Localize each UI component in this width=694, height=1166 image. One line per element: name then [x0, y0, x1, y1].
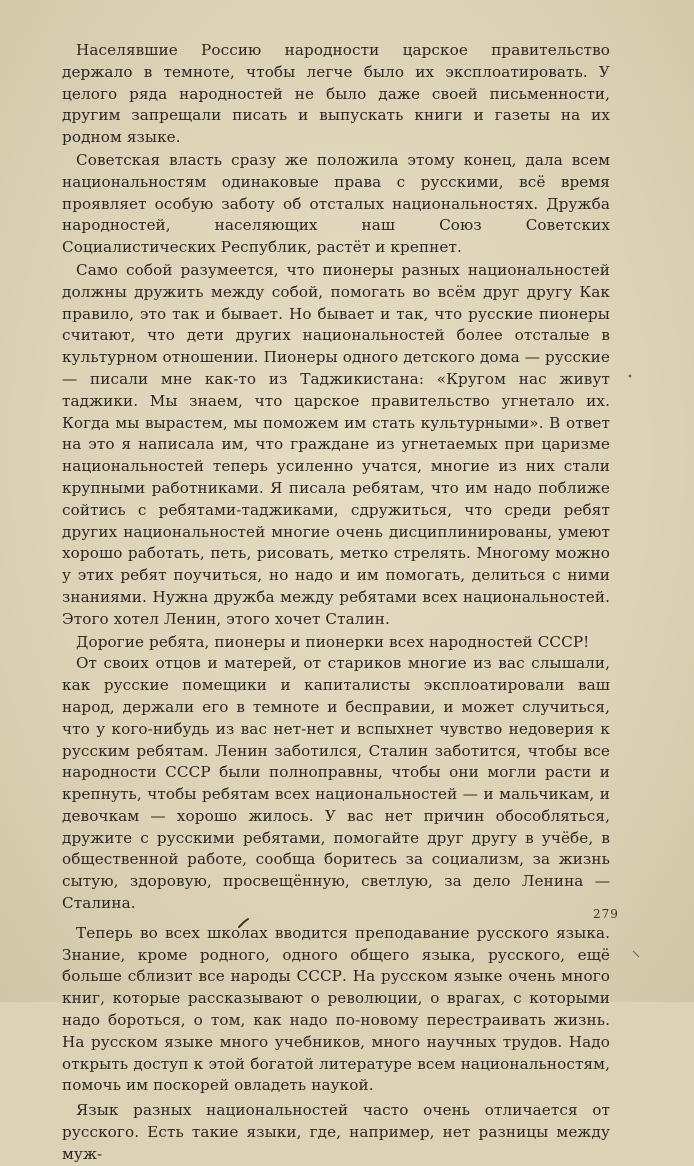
paragraph-5: От своих отцов и матерей, от стариков многие из вас слышали, как русские помещики и капиталисты эксплоатировали ваш народ, держали его в темноте и бесправии, и может случиться, что у кого-нибудь из вас нет-нет и вспыхнет чувство недоверия к русским ребятам. Ленин заботился, Сталин заботится, чтобы все народности СССР были полноправны, чтобы они могли расти и крепнуть, чтобы ребятам всех национальностей — и мальчикам, и девочкам — хорошо жилось. У вас нет причин обособляться, дружите с русскими ребятами, помогайте друг другу в учёбе, в общественной работе, сообща боритесь за социализм, за жизнь сытую, здоровую, просвещённую, светлую, за дело Ленина — Сталина. — [62, 654, 610, 913]
paragraph-4: Дорогие ребята, пионеры и пионерки всех народностей СССР! — [76, 632, 590, 651]
paragraph-2: Советская власть сразу же положила этому конец, дала всем национальностям одинаковые права с русскими, всё время проявляет особую заботу об отсталых национальностях. Дружба народностей, населяющих наш Союз Советских Социалистических Республик, растёт и крепнет. — [62, 150, 610, 257]
paragraph-3: Само собой разумеется, что пионеры разных национальностей должны дружить между собой, помогать во всём друг другу Как правило, это так и бывает. Но бывает и так, что русские пионеры считают, что дети других национальностей более отсталые в культурном отношении. Пионеры одного детского дома — русские — писали мне как-то из Таджикистана: «Кругом нас живут таджики. Мы знаем, что царское правительство угнетало их. Когда мы вырастем, мы поможем им стать культурными». В ответ на это я написала им, что граждане из угнетаемых при царизме национальностей теперь усиленно учатся, многие из них стали крупными работниками. Я писала ребятам, что им надо поближе сойтись с ребятами-таджиками, сдружиться, что среди ребят других национальностей многие очень дисциплинированы, умеют хорошо работать, петь, рисовать, метко стрелять. Многому можно у этих ребят поучиться, но надо и им помогать, делиться с ними знаниями. Нужна дружба между ребятами всех национальностей. Этого хотел Ленин, этого хочет Сталин. — [62, 260, 610, 628]
page-number: 279 — [593, 907, 619, 921]
paragraph-1: Населявшие Россию народности царское правительство держало в темноте, чтобы легче было их эксплоатировать. У целого ряда народностей не было даже своей письменности, другим запрещали писать и выпускать книги и газеты на их родном языке. — [62, 41, 610, 147]
paragraph-7: Язык разных национальностей часто очень отличается от русского. Есть такие языки, где, например, нет разницы между муж- — [62, 1101, 610, 1163]
ink-mark-margin — [627, 373, 633, 379]
paragraph-6: Теперь во всех школах вводится преподавание русского языка. Знание, кроме родного, одного общего языка, русского, ещё больше сблизит все народы СССР. На русском языке очень много книг, которые рассказывают о революции, о врагах, с которыми надо бороться, о том, как надо по-новому перестраивать жизнь. На русском языке много учебников, много научных трудов. Надо открыть доступ к этой богатой литературе всем национальностям, помочь им поскорей овладеть наукой. — [62, 923, 610, 1095]
page-body-text — [62, 40, 610, 1166]
ink-mark — [238, 917, 250, 929]
ink-mark-corner — [632, 950, 640, 958]
